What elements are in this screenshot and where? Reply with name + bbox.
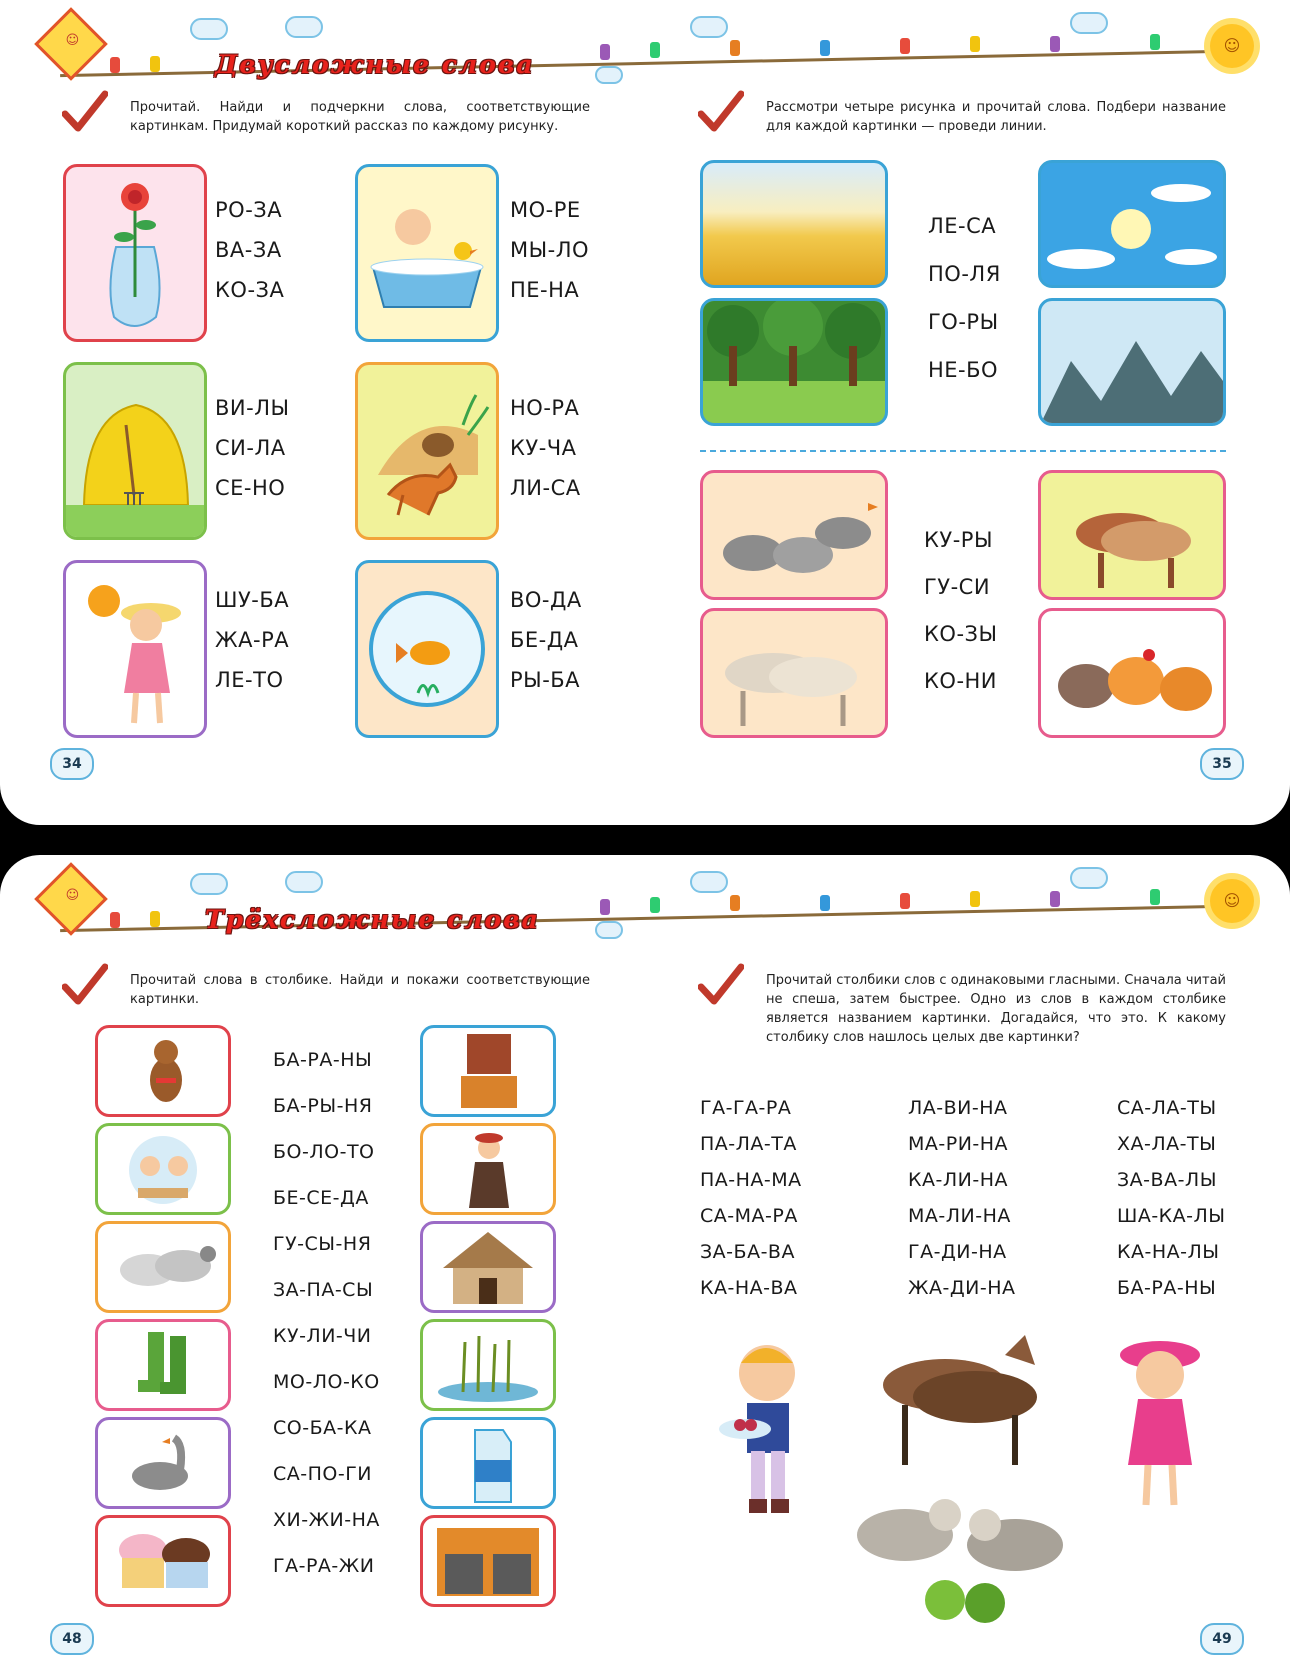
rams-icon — [98, 1224, 228, 1310]
word-1-3: КО-ЗА — [215, 278, 285, 302]
picture-card — [63, 362, 207, 540]
goats-icon — [703, 611, 885, 735]
checkmark-icon — [698, 963, 744, 1007]
rose-vase-icon — [66, 167, 204, 339]
word-bottom-4: КО-НИ — [924, 669, 998, 693]
word-2-3: ПЕ-НА — [510, 278, 580, 302]
word-3-1: ВИ-ЛЫ — [215, 396, 290, 420]
cloud-icon — [285, 871, 323, 893]
picture-card — [63, 164, 207, 342]
column-2-word: ЛА-ВИ-НА — [908, 1097, 1008, 1119]
picture-card — [355, 164, 499, 342]
picture-card — [63, 560, 207, 738]
word-3-3: СЕ-НО — [215, 476, 286, 500]
clothespin-icon — [1050, 891, 1060, 907]
sky-sun-icon — [1041, 163, 1223, 285]
page-number: 34 — [50, 748, 94, 780]
page-number: 48 — [50, 1623, 94, 1655]
word-6-3: РЫ-БА — [510, 668, 581, 692]
clothespin-icon — [110, 57, 120, 73]
word-3-2: СИ-ЛА — [215, 436, 286, 460]
fishbowl-icon — [358, 563, 496, 735]
hut-icon — [423, 1224, 553, 1310]
mountains-icon — [1041, 301, 1223, 423]
picture-card — [700, 470, 888, 600]
clothespin-icon — [110, 912, 120, 928]
garage-icon — [423, 1518, 553, 1604]
spread-three-syllable — [0, 855, 1290, 1674]
cloud-icon — [1070, 867, 1108, 889]
word-5-3: ЛЕ-ТО — [215, 668, 284, 692]
clothespin-icon — [1050, 36, 1060, 52]
cloud-icon — [285, 16, 323, 38]
word-6-2: БЕ-ДА — [510, 628, 579, 652]
wheat-field-icon — [703, 163, 885, 285]
picture-card — [1038, 160, 1226, 288]
word-top-1: ЛЕ-СА — [928, 214, 997, 238]
word-4-1: НО-РА — [510, 396, 580, 420]
column-2-word: ГА-ДИ-НА — [908, 1241, 1007, 1263]
clothespin-icon — [150, 911, 160, 927]
page-number: 49 — [1200, 1623, 1244, 1655]
dog-icon — [98, 1028, 228, 1114]
cupcakes-icon — [98, 1518, 228, 1604]
page-title: Двусложные слова — [215, 50, 535, 79]
girl-sun-icon — [66, 563, 204, 735]
instruction-text: Прочитай слова в столбике. Найди и покажи соответствующие картинки. — [130, 973, 590, 1007]
spread-two-syllable — [0, 0, 1290, 825]
picture-card — [700, 608, 888, 738]
word-4-3: ЛИ-СА — [510, 476, 581, 500]
picture-card — [700, 298, 888, 426]
word-list-item: БЕ-СЕ-ДА — [273, 1187, 369, 1209]
clothespin-icon — [970, 891, 980, 907]
word-1-2: ВА-ЗА — [215, 238, 282, 262]
cloud-icon — [595, 66, 623, 84]
kite-icon: ☺ — [34, 862, 108, 936]
word-list-item: СО-БА-КА — [273, 1417, 372, 1439]
column-1-word: ЗА-БА-ВА — [700, 1241, 795, 1263]
word-5-2: ЖА-РА — [215, 628, 290, 652]
fox-burrow-icon — [358, 365, 496, 537]
checkmark-icon — [62, 90, 108, 134]
column-2-word: КА-ЛИ-НА — [908, 1169, 1008, 1191]
word-list-item: КУ-ЛИ-ЧИ — [273, 1325, 372, 1347]
picture-card — [420, 1319, 556, 1411]
instruction-text: Рассмотри четыре рисунка и прочитай слова. Подбери название для каждой картинки — проведи линии. — [766, 100, 1226, 134]
word-list-item: БА-РА-НЫ — [273, 1049, 373, 1071]
column-1-word: СА-МА-РА — [700, 1205, 798, 1227]
word-list-item: ХИ-ЖИ-НА — [273, 1509, 380, 1531]
milk-carton-icon — [423, 1420, 553, 1506]
word-list-item: БА-РЫ-НЯ — [273, 1095, 373, 1117]
word-top-4: НЕ-БО — [928, 358, 999, 382]
picture-card — [95, 1123, 231, 1215]
clothespin-icon — [650, 42, 660, 58]
clothespin-icon — [600, 44, 610, 60]
picture-card — [700, 160, 888, 288]
column-1-word: ПА-НА-МА — [700, 1169, 802, 1191]
column-3-word: БА-РА-НЫ — [1117, 1277, 1217, 1299]
word-2-2: МЫ-ЛО — [510, 238, 590, 262]
word-top-3: ГО-РЫ — [928, 310, 999, 334]
page-title: Трёхсложные слова — [205, 905, 540, 934]
rubber-boots-icon — [98, 1322, 228, 1408]
hens-icon — [1041, 611, 1223, 735]
word-list-item: ЗА-ПА-СЫ — [273, 1279, 374, 1301]
word-list-item: ГУ-СЫ-НЯ — [273, 1233, 372, 1255]
cloud-icon — [190, 873, 228, 895]
clothespin-icon — [650, 897, 660, 913]
haystack-icon — [66, 365, 204, 537]
picture-card — [355, 560, 499, 738]
picture-card — [420, 1221, 556, 1313]
word-list-item: БО-ЛО-ТО — [273, 1141, 375, 1163]
column-2-word: ЖА-ДИ-НА — [908, 1277, 1016, 1299]
picture-card — [95, 1319, 231, 1411]
picture-card — [420, 1123, 556, 1215]
column-3-word: КА-НА-ЛЫ — [1117, 1241, 1220, 1263]
sun-icon: ☺ — [1210, 879, 1254, 923]
clothespin-icon — [970, 36, 980, 52]
instruction-text: Прочитай. Найди и подчеркни слова, соответствующие картинкам. Придумай короткий рассказ по каждому рисунку. — [130, 100, 590, 134]
instruction-text: Прочитай столбики слов с одинаковыми гласными. Сначала читай не спеша, затем быстрее. Одно из слов в каждом столбике является названием картинки. Догадайся, что это. К какому столбику слов нашлось целых две картинки? — [766, 973, 1226, 1045]
children-talking-icon — [98, 1126, 228, 1212]
column-2-word: МА-ЛИ-НА — [908, 1205, 1011, 1227]
column-3-word: СА-ЛА-ТЫ — [1117, 1097, 1217, 1119]
word-6-1: ВО-ДА — [510, 588, 582, 612]
word-2-1: МО-РЕ — [510, 198, 581, 222]
column-1-word: КА-НА-ВА — [700, 1277, 798, 1299]
word-5-1: ШУ-БА — [215, 588, 290, 612]
checkmark-icon — [698, 90, 744, 134]
jackals-icon — [865, 1315, 1055, 1475]
cloud-icon — [1070, 12, 1108, 34]
picture-card — [355, 362, 499, 540]
clothespin-icon — [150, 56, 160, 72]
clothespin-icon — [600, 899, 610, 915]
word-bottom-1: КУ-РЫ — [924, 528, 993, 552]
cloud-icon — [690, 871, 728, 893]
word-1-1: РО-ЗА — [215, 198, 283, 222]
column-1-word: ПА-ЛА-ТА — [700, 1133, 797, 1155]
word-bottom-3: КО-ЗЫ — [924, 622, 998, 646]
word-list-item: ГА-РА-ЖИ — [273, 1555, 375, 1577]
swamp-icon — [423, 1322, 553, 1408]
column-3-word: ХА-ЛА-ТЫ — [1117, 1133, 1217, 1155]
picture-card — [95, 1025, 231, 1117]
picture-card — [420, 1417, 556, 1509]
picture-card — [1038, 608, 1226, 738]
column-1-word: ГА-ГА-РА — [700, 1097, 792, 1119]
boy-with-berries-icon — [705, 1333, 825, 1523]
word-top-2: ПО-ЛЯ — [928, 262, 1001, 286]
horses-icon — [1041, 473, 1223, 597]
baby-bath-icon — [358, 167, 496, 339]
pantry-shelves-icon — [423, 1028, 553, 1114]
word-4-2: КУ-ЧА — [510, 436, 577, 460]
girl-panama-icon — [1100, 1325, 1220, 1525]
picture-card — [95, 1417, 231, 1509]
clothespin-icon — [820, 40, 830, 56]
cloud-icon — [690, 16, 728, 38]
word-list-item: СА-ПО-ГИ — [273, 1463, 373, 1485]
checkmark-icon — [62, 963, 108, 1007]
word-list-item: МО-ЛО-КО — [273, 1371, 380, 1393]
geese-icon — [703, 473, 885, 597]
word-bottom-2: ГУ-СИ — [924, 575, 991, 599]
picture-card — [1038, 470, 1226, 600]
cloud-icon — [595, 921, 623, 939]
clothespin-icon — [900, 38, 910, 54]
column-3-word: ША-КА-ЛЫ — [1117, 1205, 1226, 1227]
picture-card — [1038, 298, 1226, 426]
clothespin-icon — [900, 893, 910, 909]
clothespin-icon — [730, 895, 740, 911]
page-number: 35 — [1200, 748, 1244, 780]
picture-card — [420, 1025, 556, 1117]
clothespin-icon — [820, 895, 830, 911]
clothespin-icon — [1150, 889, 1160, 905]
rams-lettuce-icon — [845, 1465, 1085, 1625]
picture-card — [95, 1221, 231, 1313]
sun-icon: ☺ — [1210, 24, 1254, 68]
picture-card — [95, 1515, 231, 1607]
goose-icon — [98, 1420, 228, 1506]
divider-line — [700, 450, 1226, 452]
lady-icon — [423, 1126, 553, 1212]
clothespin-icon — [1150, 34, 1160, 50]
column-2-word: МА-РИ-НА — [908, 1133, 1009, 1155]
clothespin-icon — [730, 40, 740, 56]
forest-icon — [703, 301, 885, 423]
kite-icon: ☺ — [34, 7, 108, 81]
cloud-icon — [190, 18, 228, 40]
picture-card — [420, 1515, 556, 1607]
column-3-word: ЗА-ВА-ЛЫ — [1117, 1169, 1217, 1191]
